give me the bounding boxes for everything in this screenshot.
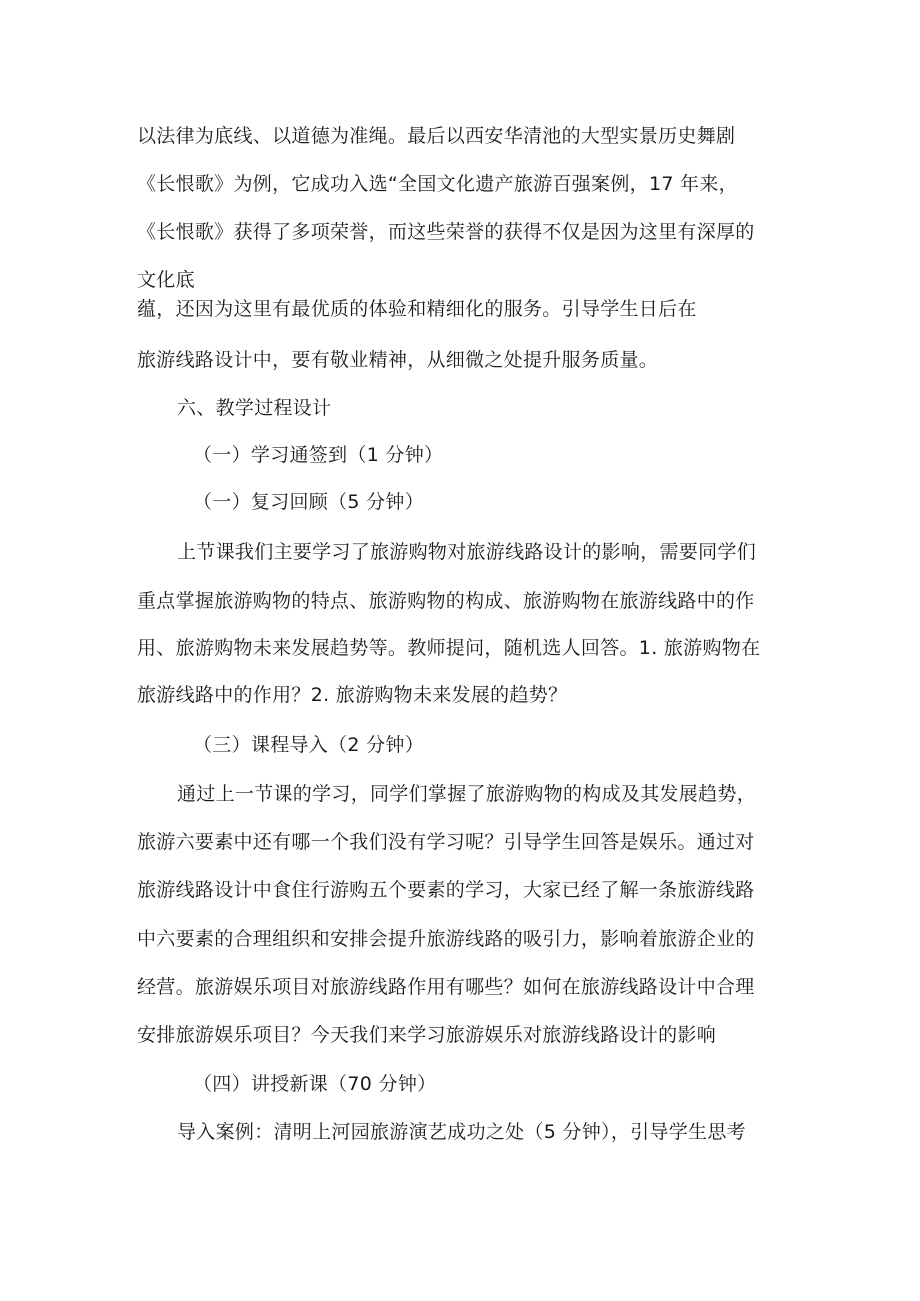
paragraph-line: 中六要素的合理组织和安排会提升旅游线路的吸引力，影响着旅游企业的	[137, 928, 755, 950]
paragraph-line: 用、旅游购物未来发展趋势等。教师提问，随机选人回答。1. 旅游购物在	[137, 637, 761, 659]
paragraph-line: 上节课我们主要学习了旅游购物对旅游线路设计的影响，需要同学们	[177, 541, 757, 563]
subsection-heading: （一）复习回顾（5 分钟）	[193, 491, 425, 513]
paragraph-line: 蕴，还因为这里有最优质的体验和精细化的服务。引导学生日后在	[137, 298, 697, 320]
paragraph-line: 重点掌握旅游购物的特点、旅游购物的构成、旅游购物在旅游线路中的作	[137, 590, 755, 612]
paragraph-line: 旅游线路设计中，要有敬业精神，从细微之处提升服务质量。	[137, 349, 659, 371]
subsection-heading: （四）讲授新课（70 分钟）	[193, 1073, 437, 1095]
paragraph-line: 旅游六要素中还有哪一个我们没有学习呢？引导学生回答是娱乐。通过对	[137, 831, 755, 853]
section-heading: 六、教学过程设计	[177, 397, 332, 419]
paragraph-line: 导入案例：清明上河园旅游演艺成功之处（5 分钟），引导学生思考	[177, 1121, 746, 1143]
paragraph-line: 安排旅游娱乐项目？今天我们来学习旅游娱乐对旅游线路设计的影响	[137, 1024, 717, 1046]
subsection-heading: （三）课程导入（2 分钟）	[193, 734, 425, 756]
paragraph-line: 旅游线路设计中食住行游购五个要素的学习，大家已经了解一条旅游线路	[137, 879, 755, 901]
paragraph-line: 《长恨歌》获得了多项荣誉，而这些荣誉的获得不仅是因为这里有深厚的	[137, 221, 755, 243]
paragraph-line: 旅游线路中的作用？2. 旅游购物未来发展的趋势？	[137, 684, 568, 706]
paragraph-line: 经营。旅游娱乐项目对旅游线路作用有哪些？如何在旅游线路设计中合理	[137, 976, 755, 998]
paragraph-line: 通过上一节课的学习，同学们掌握了旅游购物的构成及其发展趋势，	[177, 783, 757, 805]
paragraph-line: 以法律为底线、以道德为准绳。最后以西安华清池的大型实景历史舞剧	[137, 125, 736, 147]
paragraph-line: 《长恨歌》为例，它成功入选“全国文化遗产旅游百强案例，17 年来，	[137, 173, 738, 195]
paragraph-line: 文化底	[137, 269, 195, 291]
subsection-heading: （一）学习通签到（1 分钟）	[193, 444, 444, 466]
